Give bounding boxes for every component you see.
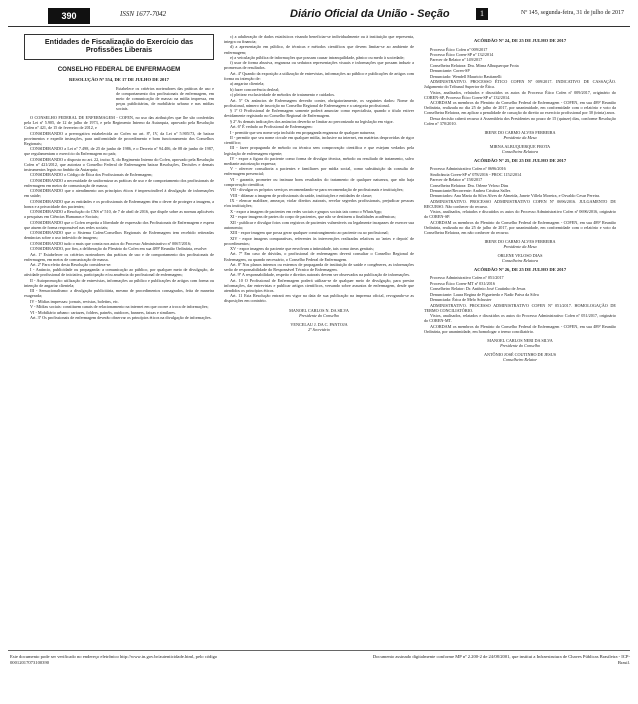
paragraph: Denunciante: Coren-SP: [430, 68, 470, 74]
journal-title: Diário Oficial da União - Seção: [290, 8, 450, 20]
paragraph: ACORDAM os membros do Plenário do Conselho Federal de Enfermagem - COFEN, em sua 489ª Reunião Ordinária, realizada no dia 25 de julho de 2017, por unanimidade, em conformidade com o relatório e voto da Conselheira Relatora, em aplicar a penalidade de cassação do direito ao exercício profissional por 30 (trinta) anos.: [424, 100, 616, 116]
paragraph: II - permitir que seu nome circule em qualquer mídia, inclusive na internet, em matérias desprovidas de rigor científico;: [224, 134, 414, 146]
section-number: 1: [476, 8, 488, 20]
signatory-role: Conselheira Relatora: [501, 148, 539, 154]
paragraph: III - fazer propaganda de método ou técnica sem comprovação científica e que estejam vedados pela legislação de enfermagem vigente;: [224, 145, 414, 156]
paragraph: Art. 7º Em caso de dúvidas, o profissional de enfermagem deverá consultar o Conselho Regional de Enfermagem, ou quando necessário, o Conselho Federal de Enfermagem.: [224, 251, 414, 262]
paragraph: Art. 10 O Profissional de Enfermagem poderá utilizar-se de qualquer meio de divulgação, para prestar informações, dar entrevistas e publicar artigos científicos, versando sobre assuntos de enfermagem, desde que atendidos os princípios éticos.: [224, 277, 414, 293]
paragraph: c) a adulteração de dados estatísticos visando beneficiar-se individualmente ou à instituição que representa, integra ou financia;: [224, 34, 414, 45]
paragraph: Parecer de Relator nº 158/2017: [430, 177, 483, 183]
paragraph: XV - expor imagens do paciente que envolvam a intimidade, tais como áreas genitais;: [230, 246, 374, 252]
acordao-body: [424, 275, 616, 333]
footer-signature-note: Documento assinado digitalmente conforme MP nº 2.200-2 de 24/08/2001, que institui a Infraestrutura de Chaves Públicas Brasileira - ICP-Brasil.: [372, 654, 630, 665]
resolution-title: RESOLUÇÃO Nº 554, DE 17 DE JULHO DE 2017: [69, 76, 169, 82]
paragraph: Processo Ético Cofen nº 009/2017: [430, 46, 488, 52]
paragraph: Processo Administrativo Cofen nº 0696/2016: [430, 166, 506, 172]
paragraph: XI - expor imagens de partes do corpo de pacientes, que não se destinem a finalidades acadêmicas;: [230, 214, 396, 220]
paragraph: XIII - expor imagem que possa gerar qualquer constrangimento ao paciente ou ao profissional;: [230, 230, 389, 236]
paragraph: O CONSELHO FEDERAL DE ENFERMAGEM - COFEN, no uso das atribuições que lhe são conferidas pela Lei nº 5.905, de 12 de julho de 1973, e pelo Regimento Interno da Autarquia, aprovado pela Resolução Cofen nº 421, de 15 de fevereiro de 2012, e: [24, 115, 214, 131]
column-2: [224, 34, 414, 646]
paragraph: Art. 4º Quando da exposição a utilização de entrevistas, informações ao público e publicações de artigos com forma ou intenção de:: [224, 70, 414, 81]
paragraph: I - permitir que seu nome seja incluído em propaganda enganosa de qualquer natureza;: [230, 129, 376, 135]
column-3: [424, 34, 616, 646]
footer-verification: Este documento pode ser verificado no endereço eletrônico http://www.in.gov.br/autenticidade.html, pelo código 00012017073100390: [10, 654, 218, 665]
paragraph: Vistos, analisados, relatados e discutidos os autos do Processo Administrativo Cofen nº 051/2017, originário do COREN-MT.: [424, 313, 616, 324]
header-rule: [8, 26, 630, 27]
paragraph: Conselheiro Relator: Dr. Antônio José Coutinho de Jesus: [430, 286, 526, 292]
section-heading: Entidades de Fiscalização do Exercício das Profissões Liberais: [24, 34, 214, 60]
acordao-signatures: [424, 239, 616, 263]
paragraph: Art. 8º Nos planos internos ou externos de propaganda de instituição de saúde e congêneres, as informações serão de responsabilidade do Responsável Técnico de Enfermagem.: [224, 261, 414, 272]
signatory-name: MANOEL CARLOS NERI DA SILVA: [487, 337, 553, 343]
paragraph: ADMINISTRATIVO. PROCESSO ÉTICO COFEN Nº 009/2017. INDICATIVO DE CASSAÇÃO. Julgamento do Tribunal Superior de Ética.: [424, 79, 616, 90]
paragraph: Art. 3º Os profissionais de enfermagem deverão observar os princípios éticos na divulgação de informações.: [30, 315, 212, 321]
paragraph: Vistos, analisados, relatados e discutidos os autos do Processo Ético Cofen nº 009/2017, originário do COREN-SP, Processo Ético Coren-SP nº 132/2014.: [424, 89, 616, 100]
paragraph: ACORDAM os membros do Plenário do Conselho Federal de Enfermagem - COFEN, em sua 489ª Reunião Ordinária, por unanimidade, em homologar o termo conciliatório.: [424, 323, 616, 334]
footer-rule: [8, 650, 630, 651]
resolution-body: [24, 115, 214, 320]
paragraph: CONSIDERANDO que o Cofen respeita a liberdade de expressão dos Profissionais de Enfermagem e espera que atuem de forma responsável nas redes sociais;: [24, 219, 214, 230]
acordao-block: [424, 267, 616, 362]
paragraph: V - Mídias sociais: constituem canais de relacionamento na internet em que ocorre a troca de informações;: [30, 304, 209, 310]
paragraph: II - Autopromoção: utilização de entrevistas, informações ao público e publicações de artigos com forma ou intenção de angariar clientela;: [24, 277, 214, 288]
paragraph: Art. 11 Esta Resolução entrará em vigor na data de sua publicação na imprensa oficial, revogando-se as disposições em contrário.: [224, 293, 414, 304]
acordao-block: [424, 38, 616, 154]
paragraph: V - oferecer consultoria a pacientes e familiares por mídia social, como substituição da consulta de enfermagem presencial;: [224, 166, 414, 177]
paragraph: Parecer de Relator nº 149/2017: [430, 57, 483, 63]
acordaos: [424, 38, 616, 362]
paragraph: VII - divulgar os próprios serviços recomendando-se para recomendação de profissionais e instituições;: [230, 187, 404, 193]
signatory-role: Presidente do Conselho: [299, 312, 339, 318]
paragraph: Dessa decisão caberá recurso à Assembleia dos Presidentes no prazo de 15 (quinze) dias, conforme Resolução Cofen nº 370/2010.: [424, 115, 616, 126]
paragraph: CONSIDERANDO a prerrogativa estabelecida ao Cofen no art. 8º, IV, da Lei nº 5.905/73, de baixar provimentos e expedir instruções, para uniformidade de procedimento e bom funcionamento dos Conselhos Regionais;: [24, 130, 214, 146]
column-1: [24, 34, 214, 646]
signatory-role: 2º Secretário: [308, 326, 330, 332]
paragraph: Art. 6º É vedado ao Profissional de Enfermagem:: [230, 124, 313, 130]
signatory-role: Conselheira Relatora: [501, 257, 539, 263]
paragraph: CONSIDERANDO a necessidade de uniformizar as práticas de uso e de comportamento dos profissionais de enfermagem em meios de comunicação de massa;: [24, 177, 214, 188]
acordao-title: ACÓRDÃO Nº 26, DE 25 DE JULHO DE 2017: [473, 266, 567, 272]
paragraph: Denunciado: Wendell Mauricio Bastianelli: [430, 73, 502, 79]
paragraph: Processo Administrativo Cofen nº 051/2017: [430, 275, 504, 281]
paragraph: Processo Ético Coren-SP nº 132/2014: [430, 51, 494, 57]
paragraph: Conselheira Relatora: Dra. Mirna Albuquerque Frota: [430, 62, 519, 68]
acordao-signatures: [424, 338, 616, 362]
paragraph: d) a apresentação em público, de técnicas e métodos científicos que devem limitar-se ao ambiente de enfermagem;: [224, 44, 414, 55]
paragraph: CONSIDERANDO o disposto no art. 22, inciso X, do Regimento Interno do Cofen, aprovado pela Resolução Cofen nº 421/2012, que autoriza o Conselho Federal de Enfermagem baixar Resoluções, Decisões e demais instrumentos legais no âmbito da Autarquia;: [24, 156, 214, 172]
signatory-role: Presidente da Mesa: [503, 134, 537, 140]
paragraph: IV - expor a figura do paciente como forma de divulgar técnica, método ou resultado de tratamento, salvo mediante autorização expressa;: [224, 155, 414, 166]
paragraph: CONSIDERANDO a Resolução do CNS nº 510, de 7 de abril de 2016, que dispõe sobre as normas aplicáveis a pesquisas em Ciências Humanas e Sociais;: [24, 209, 214, 220]
signatory-name: MANOEL CARLOS N. DA SILVA: [289, 307, 349, 313]
signatory-name: ORLENE VELOSO DIAS: [497, 252, 543, 258]
signatory-name: ANTÔNIO JOSÉ COUTINHO DE JESUS: [483, 351, 557, 357]
acordao-body: [424, 47, 616, 126]
acordao-block: [424, 158, 616, 263]
paragraph: a) angariar clientela;: [230, 81, 265, 87]
edition-info: Nº 145, segunda-feira, 31 de julho de 2017: [520, 10, 624, 16]
signatory-name: MIRNA ALBUQUERQUE FROTA: [489, 143, 551, 149]
paragraph: VI - garantir, prometer ou insinuar bons resultados do tratamento de qualquer natureza, que não haja comprovação científica;: [224, 176, 414, 187]
paragraph: IV - Mídias impressas: jornais, revistas, boletins, etc.: [30, 298, 119, 304]
paragraph: Denunciante: Laura Regina de Figueiredo e Nadir Paiva da Silva: [430, 291, 539, 297]
acordao-body: [424, 166, 616, 235]
paragraph: Art. 1º Estabelecer os critérios norteadores das práticas de uso e de comportamento dos profissionais de enfermagem, em meios de comunicação de massa.: [24, 251, 214, 262]
signature-block: [224, 308, 414, 332]
paragraph: c) pleitear exclusividade de métodos de tratamento e cuidados.: [230, 92, 335, 98]
paragraph: Denunciada: Érica de Melo Schuster: [430, 297, 492, 303]
paragraph: CONSIDERANDO a Lei nº 7.498, de 25 de junho de 1986, e o Decreto nº 94.406, de 08 de junho de 1987, que regulamentam o exercício da Enfermagem no país;: [24, 146, 214, 157]
paragraph: ADMINISTRATIVO. PROCESSO ADMINISTRATIVO COFEN Nº 0696/2016. JULGAMENTO DE RECURSO. Não conhecer do recurso.: [424, 198, 616, 209]
paragraph: IX - elencar maldizer, ameaçar, violar direitos autorais, revelar segredos profissionais, prejudicar pessoas e/ou instituições;: [224, 198, 414, 209]
paragraph: XIV - expor imagens comparativas, referentes às intervenções realizadas relativas ao 'antes e depois' de procedimentos;: [224, 235, 414, 246]
signatory-role: Conselheiro Relator: [503, 356, 537, 362]
signatory-name: VENCELAU J. DA C. PANTOJA: [290, 321, 348, 327]
paragraph: CONSIDERANDO tudo o mais que consta nos autos do Processo Administrativo nº 0067/2016;: [30, 240, 192, 246]
paragraph: Art. 5º Os anúncios de Enfermagem deverão conter, obrigatoriamente, os seguintes dados: Nome do profissional, número de inscrição no Conselho Regional de Enfermagem e a categoria profissional.: [224, 97, 414, 108]
paragraph: X - expor a imagem de pacientes em redes sociais e grupos sociais tais como o WhatsApp;: [230, 208, 382, 214]
resolution-ementa: Estabelece os critérios norteadores das práticas de uso e de comportamento dos profissionais de enfermagem, em meio de comunicação de massa: na mídia impressa, em peças publicitárias, de mobiliário urbano e nas mídias sociais.: [116, 86, 214, 112]
paragraph: § 2º As demais indicações dos anúncios deverão se limitar ao preconizado na legislação em vigor.: [230, 118, 394, 124]
paragraph: CONSIDERANDO, por fim, a deliberação do Plenário do Cofen em sua 489ª Reunião Ordinária, resolve:: [30, 246, 208, 252]
paragraph: Conselheira Relatora: Dra. Orlene Veloso Dias: [430, 182, 509, 188]
paragraph: CONSIDERANDO que o Sistema Cofen/Conselhos Regionais de Enfermagem tem recebido reiteradas denúncias sobre o uso indevido de imagens;: [24, 230, 214, 241]
paragraph: Denunciante/Recorrente: Andrea Cristina Salles: [430, 187, 511, 193]
paragraph: § 1º O Profissional de Enfermagem somente poderá anunciar como especialista, quando o título estiver devidamente registrado no Conselho Regional de Enfermagem.: [224, 108, 414, 119]
signatory-name: IRENE DO CARMO ALVES FERREIRA: [484, 129, 556, 135]
signatory-name: IRENE DO CARMO ALVES FERREIRA: [484, 238, 556, 244]
paragraph: Processo Ético Coren-MT nº 031/2016: [430, 280, 495, 286]
paragraph: CONSIDERANDO que o atendimento aos princípios éticos é imprescindível à divulgação de informações em saúde;: [24, 188, 214, 199]
acordao-title: ACÓRDÃO Nº 24, DE 25 DE JULHO DE 2017: [473, 38, 567, 43]
paragraph: ADMINISTRATIVO. PROCESSO ADMINISTRATIVO COFEN Nº 051/2017. HOMOLOGAÇÃO DE TERMO CONCILIATÓRIO.: [424, 302, 616, 313]
paragraph: Art. 9º A responsabilidade, respeito e direitos autorais devem ser observados na publicação de informações.: [230, 272, 411, 278]
signatory-role: Presidente da Mesa: [503, 243, 537, 249]
paragraph: XII - publicar e divulgar fotos com registros de pacientes vulneráveis ou legalmente incapazes de exercer sua autonomia;: [224, 219, 414, 230]
org-title: CONSELHO FEDERAL DE ENFERMAGEM: [57, 65, 181, 73]
paragraph: CONSIDERANDO o Código de Ética dos Profissionais de Enfermagem;: [30, 172, 153, 178]
acordao-signatures: [424, 130, 616, 154]
paragraph: Sindicância Coren-SP nº 078/2016 - PROC 1152/2014: [430, 171, 522, 177]
paragraph: VIII - difamar a imagem de profissionais da saúde, instituições e entidades de classe;: [230, 192, 373, 198]
paragraph: III - Sensacionalismo: a divulgação publicitária, mesmo de procedimentos consagrados, feita de maneira exagerada;: [24, 288, 214, 299]
paragraph: Denunciados: Ana Maria da Silva Alves de Almeida, Janete Villela Moreira, e Osvaldo Cesar Pereira.: [430, 193, 601, 199]
signatory-role: Presidente do Conselho: [500, 342, 540, 348]
resolution-body-continued: [224, 34, 414, 304]
page-number: 390: [48, 8, 90, 24]
paragraph: I - Anúncio, publicidade ou propaganda: a comunicação ao público, por qualquer meio de divulgação, de atividade profissional de iniciativa, participação e/ou anuência do profissional de enfermagem;: [24, 267, 214, 278]
paragraph: f) usar de forma abusiva, enganosa ou sedutora representações visuais e informações que possam induzir a promessas de resultados.: [224, 60, 414, 71]
issn: ISSN 1677-7042: [120, 10, 167, 18]
paragraph: Art. 2º Para efeito desta Resolução considera-se:: [30, 262, 112, 267]
paragraph: Vistos, analisados, relatados e discutidos os autos do Processo Administrativo Cofen nº 0696/2016, originário do COREN-SP.: [424, 209, 616, 220]
acordao-title: ACÓRDÃO Nº 25, DE 25 DE JULHO DE 2017: [473, 157, 567, 163]
paragraph: VI - Mobiliário urbano: cartazes, folders, painéis, outdoors, banners, faixas e similares.: [30, 309, 176, 315]
paragraph: ACORDAM os membros do Plenário do Conselho Federal de Enfermagem - COFEN, em sua 489ª Reunião Ordinária, realizada no dia 25 de julho de 2017, por unanimidade, em conformidade com o relatório e voto da Conselheira Relatora, em não conhecer do recurso.: [424, 219, 616, 235]
paragraph: b) fazer concorrência desleal;: [230, 86, 280, 92]
paragraph: CONSIDERANDO que as entidades e os profissionais de Enfermagem têm o dever de proteger a imagem, a honra e a privacidade dos pacientes;: [24, 198, 214, 209]
paragraph: e) a veiculação pública de informações que possam causar intranquilidade, pânico ou medo à sociedade;: [230, 54, 405, 60]
